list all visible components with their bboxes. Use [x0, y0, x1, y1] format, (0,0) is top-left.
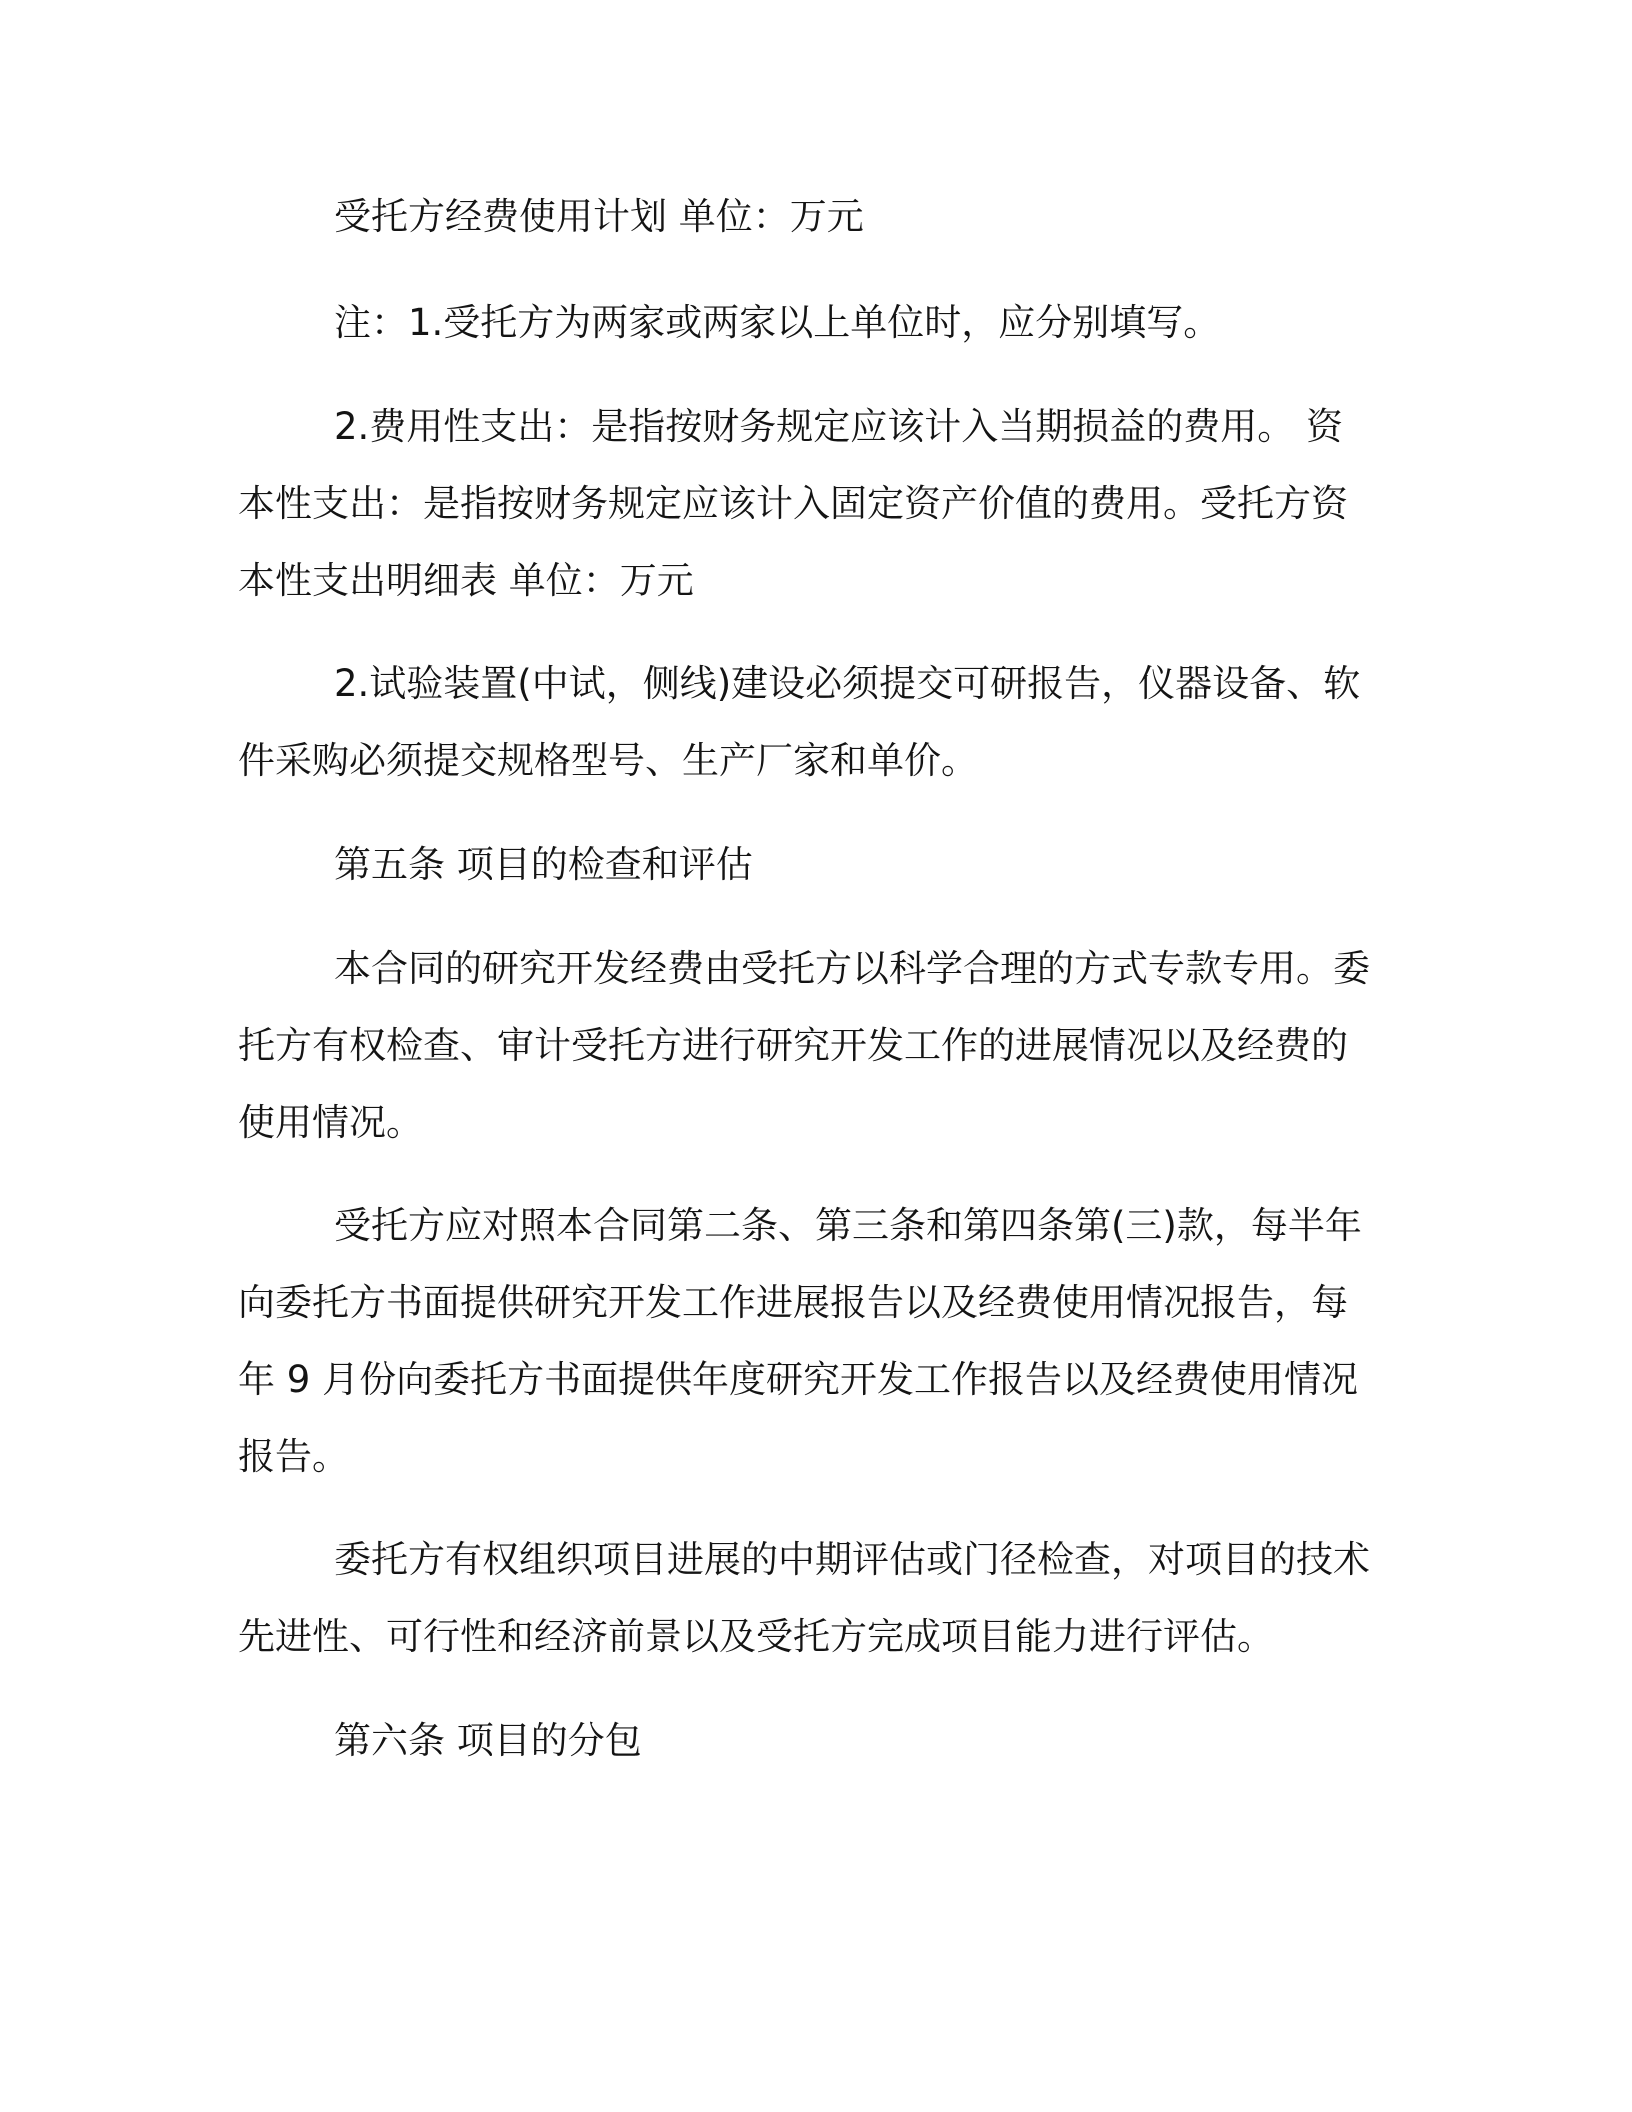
paragraph-article-5-evaluation: 委托方有权组织项目进展的中期评估或门径检查，对项目的技术先进性、可行性和经济前景以及受托方完成项目能力进行评估。	[238, 1538, 1370, 1658]
paragraph-note-1: 注：1.受托方为两家或两家以上单位时，应分别填写。	[334, 301, 1221, 344]
paragraph-note-2-expenses: 2.费用性支出：是指按财务规定应该计入当期损益的费用。 资本性支出：是指按财务规定应该计入固定资产价值的费用。受托方资本性支出明细表 单位：万元	[238, 405, 1348, 602]
paragraph-funding-plan-heading: 受托方经费使用计划 单位：万元	[334, 195, 864, 238]
paragraph-article-5-reporting: 受托方应对照本合同第二条、第三条和第四条第(三)款，每半年向委托方书面提供研究开发工作进展报告以及经费使用情况报告，每年 9 月份向委托方书面提供年度研究开发工作报告以及经费使用情况报告。	[238, 1204, 1362, 1478]
section-heading-article-5: 第五条 项目的检查和评估	[334, 843, 753, 886]
section-heading-article-6: 第六条 项目的分包	[334, 1719, 642, 1762]
paragraph-note-2-equipment: 2.试验装置(中试，侧线)建设必须提交可研报告，仪器设备、软件采购必须提交规格型号、生产厂家和单价。	[238, 662, 1361, 782]
paragraph-article-5-funding: 本合同的研究开发经费由受托方以科学合理的方式专款专用。委托方有权检查、审计受托方进行研究开发工作的进展情况以及经费的使用情况。	[238, 947, 1370, 1144]
